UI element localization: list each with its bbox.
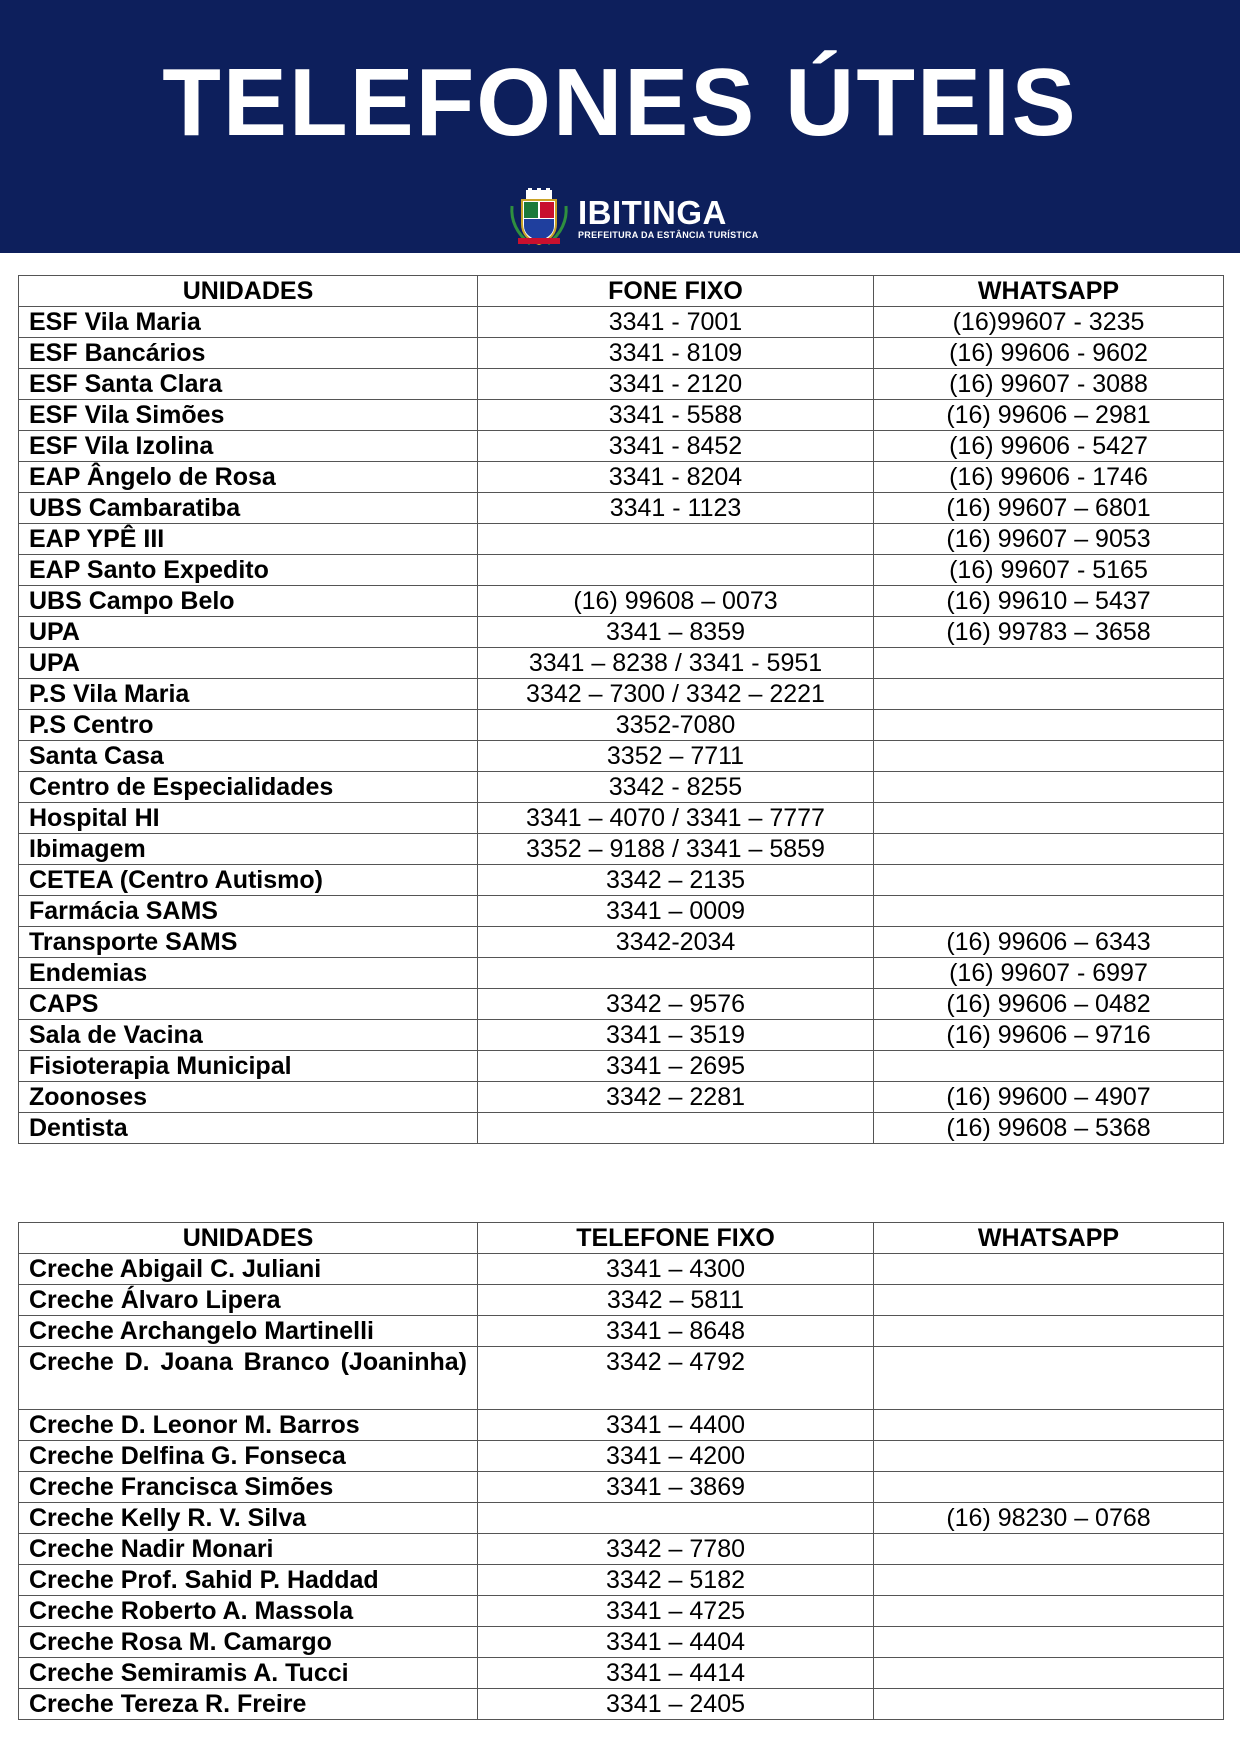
cell-whatsapp	[874, 896, 1224, 927]
cell-whatsapp	[874, 772, 1224, 803]
table-row	[19, 1051, 1224, 1082]
table-row	[19, 1627, 1224, 1658]
cell-unidade: Creche Prof. Sahid P. Haddad	[19, 1565, 478, 1596]
cell-unidade: Creche Delfina G. Fonseca	[19, 1441, 478, 1472]
cell-whatsapp: (16) 98230 – 0768	[874, 1503, 1224, 1534]
cell-whatsapp	[874, 1410, 1224, 1441]
cell-fone-fixo: 3342 – 2281	[478, 1082, 874, 1113]
cell-fone-fixo: 3341 – 8238 / 3341 - 5951	[478, 648, 874, 679]
cell-unidade: Creche Roberto A. Massola	[19, 1596, 478, 1627]
table-header-row	[19, 1223, 1224, 1254]
table-row	[19, 493, 1224, 524]
table-row	[19, 865, 1224, 896]
table-row	[19, 927, 1224, 958]
cell-unidade: UBS Campo Belo	[19, 586, 478, 617]
cell-unidade: P.S Vila Maria	[19, 679, 478, 710]
cell-fone-fixo: 3341 – 8359	[478, 617, 874, 648]
header-whatsapp: WHATSAPP	[874, 1223, 1224, 1254]
table-row	[19, 1689, 1224, 1720]
table-row	[19, 1410, 1224, 1441]
table-row	[19, 648, 1224, 679]
cell-fone-fixo: 3341 – 4414	[478, 1658, 874, 1689]
cell-unidade: ESF Vila Izolina	[19, 431, 478, 462]
cell-unidade: Creche D. Leonor M. Barros	[19, 1410, 478, 1441]
cell-whatsapp	[874, 1285, 1224, 1316]
cell-unidade: UPA	[19, 648, 478, 679]
cell-fone-fixo: 3341 – 0009	[478, 896, 874, 927]
cell-fone-fixo: 3352-7080	[478, 710, 874, 741]
cell-unidade: Creche Álvaro Lipera	[19, 1285, 478, 1316]
table-row	[19, 431, 1224, 462]
cell-fone-fixo: 3342 – 4792	[478, 1347, 874, 1410]
cell-whatsapp: (16) 99606 - 1746	[874, 462, 1224, 493]
cell-unidade: UPA	[19, 617, 478, 648]
cell-whatsapp	[874, 1689, 1224, 1720]
cell-unidade: Creche Archangelo Martinelli	[19, 1316, 478, 1347]
page-title: TELEFONES ÚTEIS	[162, 49, 1078, 156]
table-row	[19, 555, 1224, 586]
cell-fone-fixo: 3341 - 2120	[478, 369, 874, 400]
cell-whatsapp	[874, 648, 1224, 679]
table-row	[19, 1113, 1224, 1144]
table-row	[19, 1565, 1224, 1596]
cell-whatsapp	[874, 834, 1224, 865]
cell-unidade: EAP YPÊ III	[19, 524, 478, 555]
cell-unidade: Creche Tereza R. Freire	[19, 1689, 478, 1720]
cell-fone-fixo: 3341 – 4400	[478, 1410, 874, 1441]
table-row	[19, 989, 1224, 1020]
cell-unidade: UBS Cambaratiba	[19, 493, 478, 524]
cell-whatsapp: (16) 99607 – 9053	[874, 524, 1224, 555]
cell-unidade: Transporte SAMS	[19, 927, 478, 958]
header-telefone-fixo: TELEFONE FIXO	[478, 1223, 874, 1254]
table-row	[19, 586, 1224, 617]
cell-whatsapp	[874, 710, 1224, 741]
cell-unidade: Creche Semiramis A. Tucci	[19, 1658, 478, 1689]
cell-fone-fixo: 3342-2034	[478, 927, 874, 958]
cell-fone-fixo: (16) 99608 – 0073	[478, 586, 874, 617]
header-unidades: UNIDADES	[19, 1223, 478, 1254]
cell-whatsapp: (16) 99608 – 5368	[874, 1113, 1224, 1144]
cell-whatsapp: (16)99607 - 3235	[874, 307, 1224, 338]
cell-unidade: P.S Centro	[19, 710, 478, 741]
cell-unidade: Creche Rosa M. Camargo	[19, 1627, 478, 1658]
cell-whatsapp: (16) 99606 – 0482	[874, 989, 1224, 1020]
cell-whatsapp: (16) 99607 – 6801	[874, 493, 1224, 524]
cell-fone-fixo	[478, 1113, 874, 1144]
table-row	[19, 834, 1224, 865]
cell-unidade: Zoonoses	[19, 1082, 478, 1113]
cell-fone-fixo: 3341 – 4725	[478, 1596, 874, 1627]
cell-fone-fixo: 3341 – 8648	[478, 1316, 874, 1347]
cell-fone-fixo	[478, 524, 874, 555]
cell-whatsapp: (16) 99606 - 5427	[874, 431, 1224, 462]
cell-unidade: Creche D. Joana Branco (Joaninha)	[19, 1347, 478, 1410]
cell-whatsapp: (16) 99783 – 3658	[874, 617, 1224, 648]
cell-whatsapp	[874, 679, 1224, 710]
cell-fone-fixo: 3341 – 4070 / 3341 – 7777	[478, 803, 874, 834]
cell-unidade: Sala de Vacina	[19, 1020, 478, 1051]
header-whatsapp: WHATSAPP	[874, 276, 1224, 307]
cell-whatsapp	[874, 1596, 1224, 1627]
table-row	[19, 1285, 1224, 1316]
table-row	[19, 338, 1224, 369]
table-row	[19, 1534, 1224, 1565]
cell-unidade: CAPS	[19, 989, 478, 1020]
cell-fone-fixo: 3342 – 5182	[478, 1565, 874, 1596]
cell-unidade: Santa Casa	[19, 741, 478, 772]
cell-unidade: EAP Ângelo de Rosa	[19, 462, 478, 493]
table-row	[19, 803, 1224, 834]
table-row	[19, 1472, 1224, 1503]
cell-fone-fixo: 3342 – 2135	[478, 865, 874, 896]
cell-unidade: Creche Francisca Simões	[19, 1472, 478, 1503]
cell-whatsapp: (16) 99607 - 5165	[874, 555, 1224, 586]
table-row	[19, 617, 1224, 648]
cell-whatsapp: (16) 99606 – 2981	[874, 400, 1224, 431]
cell-fone-fixo: 3342 – 9576	[478, 989, 874, 1020]
header-unidades: UNIDADES	[19, 276, 478, 307]
table-row	[19, 400, 1224, 431]
cell-whatsapp: (16) 99610 – 5437	[874, 586, 1224, 617]
cell-unidade: Endemias	[19, 958, 478, 989]
cell-whatsapp	[874, 865, 1224, 896]
cell-fone-fixo: 3342 - 8255	[478, 772, 874, 803]
table-row	[19, 896, 1224, 927]
cell-unidade: Dentista	[19, 1113, 478, 1144]
cell-fone-fixo: 3341 – 4200	[478, 1441, 874, 1472]
table-row	[19, 1596, 1224, 1627]
cell-unidade: Creche Nadir Monari	[19, 1534, 478, 1565]
table-header-row	[19, 276, 1224, 307]
cell-fone-fixo: 3341 - 7001	[478, 307, 874, 338]
health-units-table	[18, 275, 1224, 1144]
table-row	[19, 462, 1224, 493]
cell-whatsapp	[874, 1441, 1224, 1472]
cell-unidade: ESF Vila Simões	[19, 400, 478, 431]
cell-unidade: Ibimagem	[19, 834, 478, 865]
table-row	[19, 1347, 1224, 1410]
prefeitura-logo	[508, 188, 759, 248]
cell-whatsapp: (16) 99606 - 9602	[874, 338, 1224, 369]
cell-fone-fixo: 3341 – 4300	[478, 1254, 874, 1285]
daycare-table	[18, 1222, 1224, 1720]
cell-fone-fixo: 3341 - 1123	[478, 493, 874, 524]
header-fone-fixo: FONE FIXO	[478, 276, 874, 307]
table-row	[19, 741, 1224, 772]
cell-fone-fixo: 3341 - 5588	[478, 400, 874, 431]
table-row	[19, 679, 1224, 710]
cell-fone-fixo	[478, 555, 874, 586]
logo-name: IBITINGA	[578, 193, 727, 231]
cell-fone-fixo: 3341 - 8109	[478, 338, 874, 369]
cell-whatsapp	[874, 1051, 1224, 1082]
cell-whatsapp	[874, 803, 1224, 834]
table-row	[19, 958, 1224, 989]
table-row	[19, 1658, 1224, 1689]
cell-fone-fixo	[478, 1503, 874, 1534]
table-row	[19, 369, 1224, 400]
cell-fone-fixo: 3352 – 7711	[478, 741, 874, 772]
cell-fone-fixo: 3341 - 8204	[478, 462, 874, 493]
cell-unidade: CETEA (Centro Autismo)	[19, 865, 478, 896]
cell-unidade: Centro de Especialidades	[19, 772, 478, 803]
table-row	[19, 1020, 1224, 1051]
cell-fone-fixo: 3341 – 2695	[478, 1051, 874, 1082]
table-row	[19, 1441, 1224, 1472]
cell-fone-fixo: 3341 – 3869	[478, 1472, 874, 1503]
cell-fone-fixo: 3341 - 8452	[478, 431, 874, 462]
cell-unidade: ESF Santa Clara	[19, 369, 478, 400]
table-row	[19, 307, 1224, 338]
cell-fone-fixo: 3342 – 5811	[478, 1285, 874, 1316]
cell-whatsapp	[874, 1534, 1224, 1565]
cell-whatsapp: (16) 99607 - 6997	[874, 958, 1224, 989]
cell-unidade: ESF Vila Maria	[19, 307, 478, 338]
cell-unidade: Hospital HI	[19, 803, 478, 834]
cell-fone-fixo: 3341 – 2405	[478, 1689, 874, 1720]
cell-fone-fixo: 3352 – 9188 / 3341 – 5859	[478, 834, 874, 865]
cell-unidade: Creche Kelly R. V. Silva	[19, 1503, 478, 1534]
table-row	[19, 524, 1224, 555]
cell-whatsapp	[874, 1316, 1224, 1347]
table-row	[19, 1082, 1224, 1113]
cell-unidade: EAP Santo Expedito	[19, 555, 478, 586]
table-row	[19, 1503, 1224, 1534]
cell-fone-fixo: 3342 – 7780	[478, 1534, 874, 1565]
cell-whatsapp	[874, 1627, 1224, 1658]
cell-unidade: Fisioterapia Municipal	[19, 1051, 478, 1082]
cell-whatsapp	[874, 1658, 1224, 1689]
cell-whatsapp	[874, 1472, 1224, 1503]
cell-whatsapp: (16) 99600 – 4907	[874, 1082, 1224, 1113]
table-row	[19, 772, 1224, 803]
cell-unidade: Farmácia SAMS	[19, 896, 478, 927]
cell-whatsapp	[874, 741, 1224, 772]
cell-whatsapp: (16) 99606 – 6343	[874, 927, 1224, 958]
cell-whatsapp	[874, 1565, 1224, 1596]
table-row	[19, 1254, 1224, 1285]
cell-fone-fixo	[478, 958, 874, 989]
logo-subtitle: PREFEITURA DA ESTÂNCIA TURÍSTICA	[578, 229, 759, 240]
cell-whatsapp	[874, 1347, 1224, 1410]
cell-fone-fixo: 3342 – 7300 / 3342 – 2221	[478, 679, 874, 710]
cell-unidade: ESF Bancários	[19, 338, 478, 369]
cell-whatsapp: (16) 99606 – 9716	[874, 1020, 1224, 1051]
table-row	[19, 1316, 1224, 1347]
cell-whatsapp: (16) 99607 - 3088	[874, 369, 1224, 400]
coat-of-arms-icon	[508, 188, 570, 248]
cell-fone-fixo: 3341 – 4404	[478, 1627, 874, 1658]
header-banner	[0, 0, 1240, 253]
table-row	[19, 710, 1224, 741]
cell-unidade: Creche Abigail C. Juliani	[19, 1254, 478, 1285]
cell-fone-fixo: 3341 – 3519	[478, 1020, 874, 1051]
cell-whatsapp	[874, 1254, 1224, 1285]
